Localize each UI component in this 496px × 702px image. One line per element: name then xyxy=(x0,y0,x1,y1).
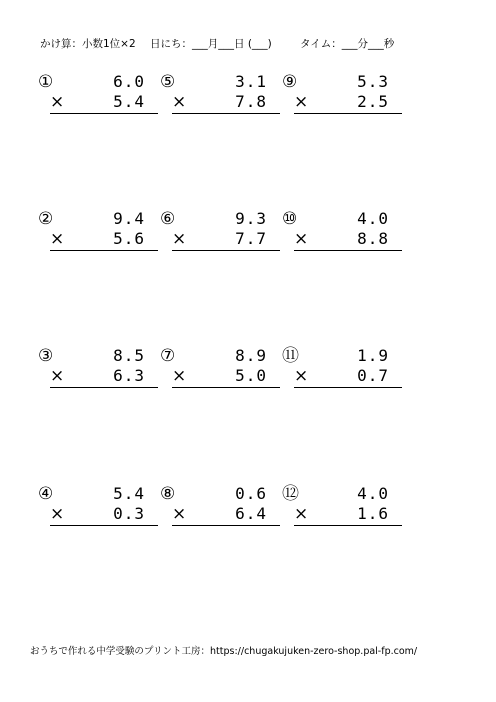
times-sign: × xyxy=(172,92,187,112)
multiplier: 5.6 xyxy=(113,229,145,248)
answer-line xyxy=(172,250,280,251)
problem-12 xyxy=(282,484,402,530)
footer-credit: おうちで作れる中学受験のプリント工房：https://chugakujuken-zero-shop.pal-fp.com/ xyxy=(30,646,418,657)
multiplier: 1.6 xyxy=(357,504,389,523)
problem-5 xyxy=(160,72,280,118)
multiplier: 5.0 xyxy=(235,366,267,385)
multiplier: 6.3 xyxy=(113,366,145,385)
multiplicand: 9.3 xyxy=(235,209,267,228)
time-field-label: タイム：___分___秒 xyxy=(300,38,395,50)
worksheet-title: かけ算：小数1位×2 xyxy=(40,38,136,50)
multiplicand: 5.4 xyxy=(113,484,145,503)
problem-3 xyxy=(38,346,158,392)
problem-number: ⑩ xyxy=(282,209,298,229)
problem-number: ⑫ xyxy=(282,484,299,504)
multiplier: 5.4 xyxy=(113,92,145,111)
multiplier: 6.4 xyxy=(235,504,267,523)
times-sign: × xyxy=(294,229,309,249)
problem-7 xyxy=(160,346,280,392)
problem-number: ⑧ xyxy=(160,484,176,504)
problem-number: ⑨ xyxy=(282,72,298,92)
answer-line xyxy=(172,113,280,114)
problem-number: ⑥ xyxy=(160,209,176,229)
times-sign: × xyxy=(172,229,187,249)
times-sign: × xyxy=(294,366,309,386)
times-sign: × xyxy=(50,504,65,524)
multiplier: 8.8 xyxy=(357,229,389,248)
multiplier: 0.7 xyxy=(357,366,389,385)
problem-number: ⑤ xyxy=(160,72,176,92)
answer-line xyxy=(50,113,158,114)
problem-10 xyxy=(282,209,402,255)
problem-number: ① xyxy=(38,72,54,92)
multiplicand: 8.9 xyxy=(235,346,267,365)
answer-line xyxy=(50,250,158,251)
problem-number: ② xyxy=(38,209,54,229)
answer-line xyxy=(172,525,280,526)
problem-9 xyxy=(282,72,402,118)
times-sign: × xyxy=(50,229,65,249)
multiplicand: 4.0 xyxy=(357,484,389,503)
times-sign: × xyxy=(50,366,65,386)
times-sign: × xyxy=(50,92,65,112)
multiplicand: 5.3 xyxy=(357,72,389,91)
multiplier: 2.5 xyxy=(357,92,389,111)
multiplier: 7.8 xyxy=(235,92,267,111)
multiplicand: 6.0 xyxy=(113,72,145,91)
answer-line xyxy=(50,387,158,388)
multiplicand: 9.4 xyxy=(113,209,145,228)
times-sign: × xyxy=(294,504,309,524)
times-sign: × xyxy=(172,366,187,386)
problem-2 xyxy=(38,209,158,255)
answer-line xyxy=(294,250,402,251)
problem-number: ③ xyxy=(38,346,54,366)
problem-1 xyxy=(38,72,158,118)
multiplicand: 8.5 xyxy=(113,346,145,365)
problem-number: ⑦ xyxy=(160,346,176,366)
answer-line xyxy=(294,113,402,114)
multiplicand: 4.0 xyxy=(357,209,389,228)
answer-line xyxy=(294,387,402,388)
multiplicand: 1.9 xyxy=(357,346,389,365)
problem-4 xyxy=(38,484,158,530)
answer-line xyxy=(50,525,158,526)
problem-number: ④ xyxy=(38,484,54,504)
times-sign: × xyxy=(172,504,187,524)
times-sign: × xyxy=(294,92,309,112)
answer-line xyxy=(294,525,402,526)
answer-line xyxy=(172,387,280,388)
multiplicand: 0.6 xyxy=(235,484,267,503)
multiplicand: 3.1 xyxy=(235,72,267,91)
problem-11 xyxy=(282,346,402,392)
problem-number: ⑪ xyxy=(282,346,299,366)
multiplier: 0.3 xyxy=(113,504,145,523)
multiplier: 7.7 xyxy=(235,229,267,248)
problem-8 xyxy=(160,484,280,530)
problem-6 xyxy=(160,209,280,255)
date-field-label: 日にち：___月___日 (___) xyxy=(150,38,272,50)
